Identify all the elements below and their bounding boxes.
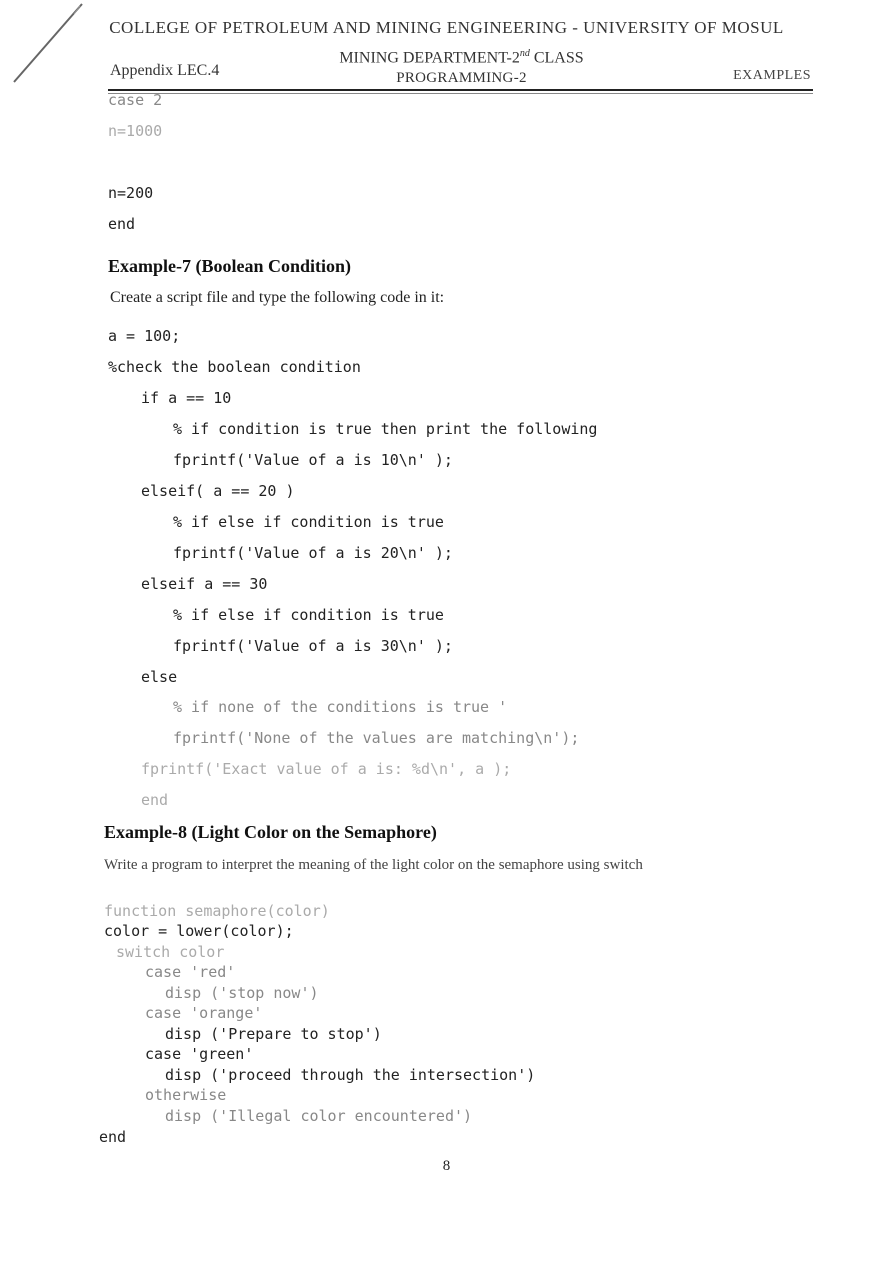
code-line: elseif a == 30 bbox=[141, 575, 268, 593]
code-line: else bbox=[141, 668, 178, 686]
code-line: disp ('Illegal color encountered') bbox=[165, 1107, 473, 1125]
code-line: case 'green' bbox=[145, 1045, 254, 1063]
code-line: % if none of the conditions is true ' bbox=[173, 698, 508, 716]
example-7-intro: Create a script file and type the following code in it: bbox=[110, 289, 445, 306]
code-line: color = lower(color); bbox=[104, 922, 294, 940]
code-line: function semaphore(color) bbox=[104, 902, 330, 920]
header-department: MINING DEPARTMENT-2nd CLASS bbox=[339, 48, 584, 67]
code-line: % if condition is true then print the following bbox=[173, 420, 598, 438]
code-line: disp ('proceed through the intersection') bbox=[165, 1066, 536, 1084]
example-8-heading: Example-8 (Light Color on the Semaphore) bbox=[104, 822, 437, 842]
code-line: case 2 bbox=[108, 91, 163, 109]
code-line: %check the boolean condition bbox=[108, 358, 361, 376]
code-line: fprintf('Value of a is 20\n' ); bbox=[173, 544, 453, 562]
code-line: case 'red' bbox=[145, 963, 236, 981]
code-line: disp ('stop now') bbox=[165, 984, 319, 1002]
example-8-intro: Write a program to interpret the meaning of the light color on the semaphore using switch bbox=[104, 857, 643, 873]
code-line: case 'orange' bbox=[145, 1004, 263, 1022]
header-course: PROGRAMMING-2 bbox=[396, 70, 527, 86]
code-line: disp ('Prepare to stop') bbox=[165, 1025, 382, 1043]
code-line: n=1000 bbox=[108, 122, 163, 140]
code-line: elseif( a == 20 ) bbox=[141, 482, 295, 500]
example-7-heading: Example-7 (Boolean Condition) bbox=[108, 256, 352, 276]
code-line: fprintf('Value of a is 30\n' ); bbox=[173, 637, 453, 655]
code-line: a = 100; bbox=[108, 327, 181, 345]
header-rule-thin bbox=[108, 93, 813, 94]
code-line: fprintf('Value of a is 10\n' ); bbox=[173, 451, 453, 469]
page-number: 8 bbox=[442, 1158, 451, 1174]
code-line: switch color bbox=[116, 943, 225, 961]
code-line: % if else if condition is true bbox=[173, 606, 444, 624]
code-line: fprintf('Exact value of a is: %d\n', a ); bbox=[141, 760, 512, 778]
code-line: end bbox=[108, 215, 136, 233]
code-line: if a == 10 bbox=[141, 389, 232, 407]
code-line: end bbox=[141, 791, 169, 809]
code-line: fprintf('None of the values are matching\n'); bbox=[173, 729, 580, 747]
code-line: otherwise bbox=[145, 1086, 227, 1104]
header-institution: COLLEGE OF PETROLEUM AND MINING ENGINEERING - UNIVERSITY OF MOSUL bbox=[109, 18, 784, 37]
code-line: n=200 bbox=[108, 184, 154, 202]
header-section: EXAMPLES bbox=[733, 68, 811, 83]
code-line: % if else if condition is true bbox=[173, 513, 444, 531]
header-appendix: Appendix LEC.4 bbox=[110, 62, 220, 79]
header-rule bbox=[108, 89, 813, 91]
code-line: end bbox=[99, 1128, 127, 1146]
